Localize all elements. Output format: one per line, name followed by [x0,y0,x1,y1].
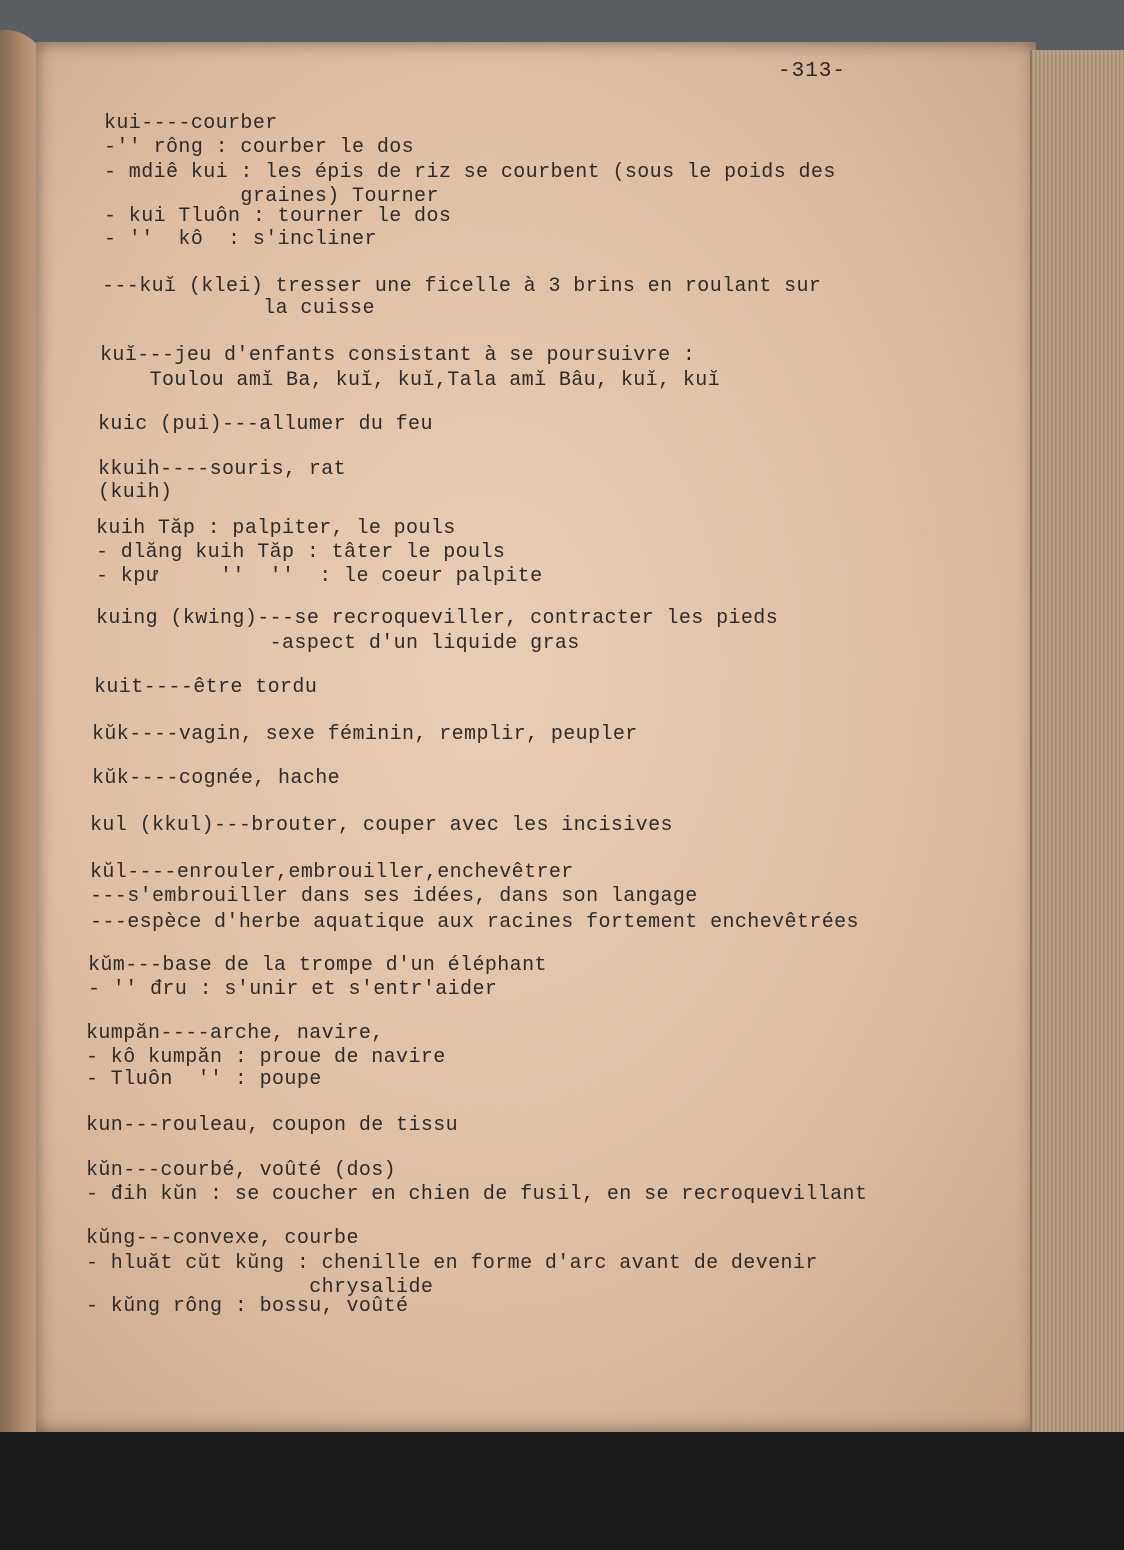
entry-line: (kuih) [98,481,173,504]
entry-line: kuing (kwing)---se recroqueviller, contracter les pieds [96,607,779,630]
entry-line: ---s'embrouiller dans ses idées, dans son langage [90,885,698,908]
entry-line: - kui Tluôn : tourner le dos [104,205,452,228]
entry-line: ---espèce d'herbe aquatique aux racines fortement enchevêtrées [90,911,859,934]
bottom-shadow [0,1432,1124,1550]
entry-line: - '' kô : s'incliner [104,228,377,251]
entry-line: kul (kkul)---brouter, couper avec les incisives [90,814,673,837]
entry-line: kŭng---convexe, courbe [86,1227,359,1250]
entry-line: kuĭ---jeu d'enfants consistant à se poursuivre : [100,344,696,367]
entry-line: kŭn---courbé, voûté (dos) [86,1159,397,1182]
entry-line: ---kuĭ (klei) tresser une ficelle à 3 brins en roulant sur [102,275,822,298]
entry-line: - kŭng rông : bossu, voûté [86,1295,409,1318]
entry-line: - Tluôn '' : poupe [86,1068,322,1091]
entry-line: chrysalide [86,1276,434,1299]
entry-line: - hluăt cŭt kŭng : chenille en forme d'arc avant de devenir [86,1252,818,1275]
entry-line: kŭk----cognée, hache [92,767,341,790]
entry-line: kŭm---base de la trompe d'un éléphant [88,954,547,977]
entry-line: kŭk----vagin, sexe féminin, remplir, peupler [92,723,638,746]
entry-line: Toulou amĭ Ba, kuĭ, kuĭ,Tala amĭ Bâu, kuĭ, kuĭ [100,369,721,392]
page-number: -313- [778,60,847,83]
entry-line: - đih kŭn : se coucher en chien de fusil, en se recroquevillant [86,1183,868,1206]
entry-line: kui----courber [104,112,278,135]
entry-line: - '' đru : s'unir et s'entr'aider [88,978,498,1001]
entry-line: kuic (pui)---allumer du feu [98,413,433,436]
entry-line: -aspect d'un liquide gras [96,632,580,655]
entry-line: kun---rouleau, coupon de tissu [86,1114,459,1137]
entry-line: kŭl----enrouler,embrouiller,enchevêtrer [90,861,574,884]
entry-line: la cuisse [102,297,375,320]
entry-line: - dlăng kuih Tăp : tâter le pouls [96,541,506,564]
entry-line: kuit----être tordu [94,676,318,699]
entry-line: - mdiê kui : les épis de riz se courbent (sous le poids des [104,161,836,184]
entry-line: - kpư '' '' : le coeur palpite [96,565,543,588]
entry-line: -'' rông : courber le dos [104,136,415,159]
entry-line: kkuih----souris, rat [98,458,347,481]
entry-line: - kô kumpăn : proue de navire [86,1046,446,1069]
entry-line: kumpăn----arche, navire, [86,1022,384,1045]
page-stack-edge [1030,50,1124,1442]
entry-line: kuih Tăp : palpiter, le pouls [96,517,456,540]
entry-line: graines) Tourner [104,185,439,208]
